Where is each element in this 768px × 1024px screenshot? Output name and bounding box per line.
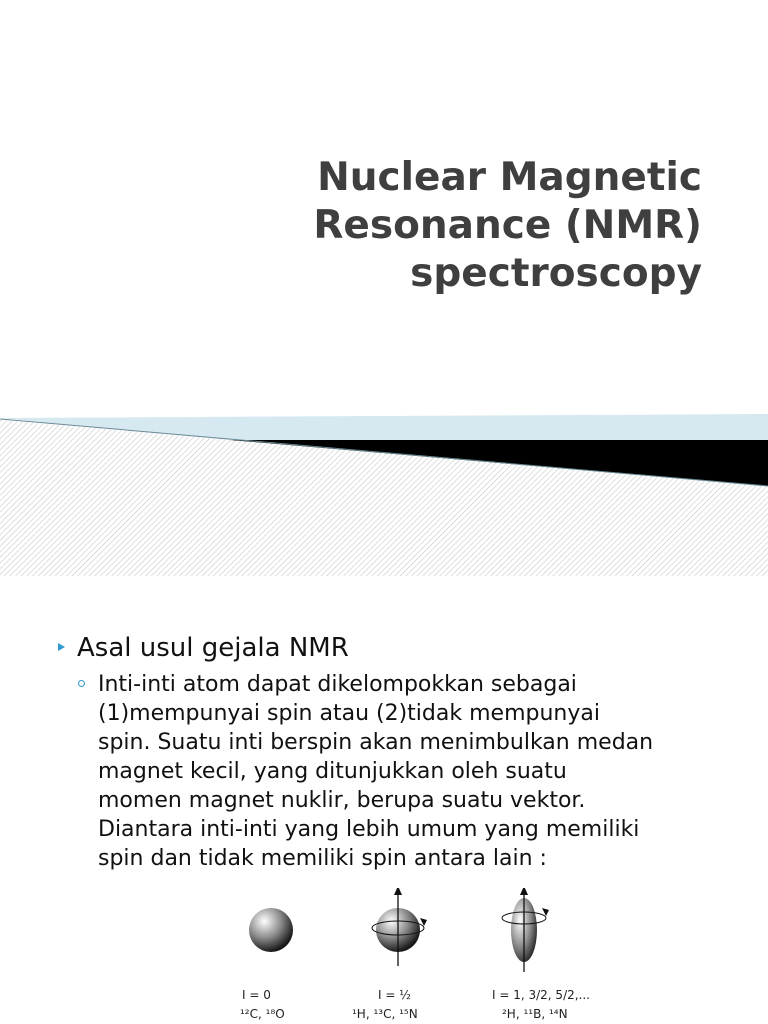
title-line: Resonance (NMR) xyxy=(313,203,702,248)
sub-bullet-line: spin. Suatu inti berspin akan menimbulkan medan xyxy=(98,730,654,755)
nuclei-caption: ¹H, ¹³C, ¹⁵N xyxy=(352,1007,418,1021)
sub-bullet-text xyxy=(98,670,738,873)
spin-caption: I = 0 xyxy=(242,988,271,1002)
slide-title xyxy=(102,154,702,298)
spin-caption: I = 1, 3/2, 5/2,... xyxy=(492,988,590,1002)
sphere-spin-zero-icon xyxy=(249,908,293,952)
nuclei-caption: ²H, ¹¹B, ¹⁴N xyxy=(502,1007,568,1021)
spin-caption: I = ½ xyxy=(378,988,411,1002)
spin-shapes xyxy=(236,888,616,978)
sub-bullet-line: magnet kecil, yang ditunjukkan oleh suatu xyxy=(98,759,567,784)
sub-bullet-line: (1)mempunyai spin atau (2)tidak mempunyai xyxy=(98,701,600,726)
title-line: Nuclear Magnetic xyxy=(317,155,702,200)
sphere-spin-half-icon xyxy=(372,888,427,966)
sub-bullet-line: spin dan tidak memiliki spin antara lain : xyxy=(98,846,547,871)
ellipsoid-spin-icon xyxy=(502,888,549,972)
sub-bullet-circle-icon xyxy=(78,680,85,687)
sub-bullet-line: momen magnet nuklir, berupa suatu vektor. xyxy=(98,788,586,813)
decorative-band xyxy=(0,410,768,576)
bullet-arrow-icon xyxy=(58,643,65,651)
content-slide xyxy=(0,576,768,1024)
sub-bullet-line: Inti-inti atom dapat dikelompokkan sebagai xyxy=(98,672,577,697)
nuclei-caption: ¹²C, ¹⁸O xyxy=(240,1007,285,1021)
sub-bullet-line: Diantara inti-inti yang lebih umum yang memiliki xyxy=(98,817,640,842)
title-line: spectroscopy xyxy=(410,251,702,296)
nuclear-spin-figure xyxy=(236,888,616,1024)
main-bullet-text: Asal usul gejala NMR xyxy=(77,633,349,663)
